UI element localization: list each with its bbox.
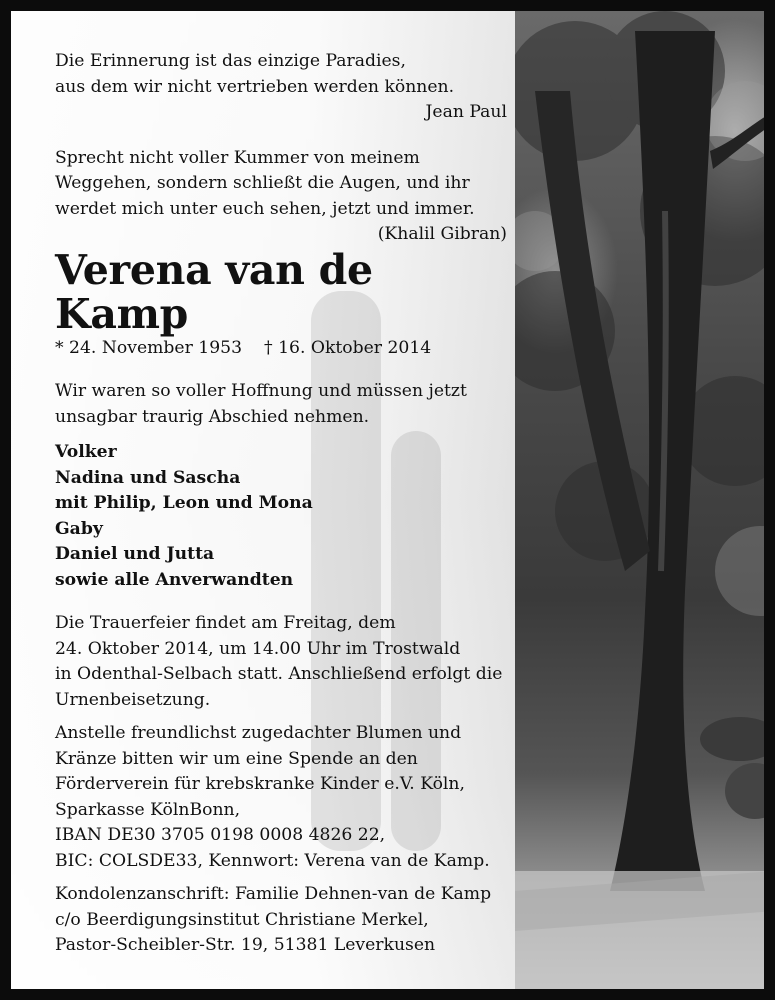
quote-line: Weggehen, sondern schließt die Augen, und ihr <box>55 173 470 193</box>
donation-line: Sparkasse KölnBonn, <box>55 799 241 820</box>
family-member: Gaby <box>55 518 103 539</box>
ceremony-line: Die Trauerfeier findet am Freitag, dem <box>55 613 396 633</box>
condolence-line: c/o Beerdigungsinstitut Christiane Merkel, <box>55 909 429 930</box>
family-member: Daniel und Jutta <box>55 544 215 564</box>
obituary-text <box>55 49 507 959</box>
donation-line: Anstelle freundlichst zugedachter Blumen und <box>55 723 462 743</box>
quote-jean-paul <box>55 49 507 126</box>
birth-date: * 24. November 1953 <box>55 337 243 358</box>
deceased-name: Verena van de Kamp <box>55 245 373 338</box>
quote-author: Jean Paul <box>425 102 507 122</box>
quote-khalil-gibran <box>55 146 507 248</box>
tree-illustration <box>515 11 775 989</box>
message-line: unsagbar traurig Abschied nehmen. <box>55 406 370 427</box>
ceremony-info <box>55 611 507 713</box>
death-date: † 16. Oktober 2014 <box>264 337 432 358</box>
quote-line: Die Erinnerung ist das einzige Paradies, <box>55 51 406 71</box>
message <box>55 379 507 430</box>
message-line: Wir waren so voller Hoffnung und müssen jetzt <box>55 381 467 401</box>
donation-line: IBAN DE30 3705 0198 0008 4826 22, <box>55 825 386 845</box>
donation-line: Förderverein für krebskranke Kinder e.V. Köln, <box>55 774 465 794</box>
family-list <box>55 440 507 593</box>
quote-line: aus dem wir nicht vertrieben werden können. <box>55 76 455 97</box>
family-member: Nadina und Sascha <box>55 467 241 488</box>
tree-photo <box>515 11 775 989</box>
condolence-line: Pastor-Scheibler-Str. 19, 51381 Leverkusen <box>55 935 436 955</box>
family-member: mit Philip, Leon und Mona <box>55 493 313 513</box>
donation-line: Kränze bitten wir um eine Spende an den <box>55 748 418 769</box>
life-dates <box>55 336 507 362</box>
ceremony-line: in Odenthal-Selbach statt. Anschließend erfolgt die <box>55 664 503 684</box>
ceremony-line: Urnenbeisetzung. <box>55 689 211 710</box>
ceremony-line: 24. Oktober 2014, um 14.00 Uhr im Trostwald <box>55 638 461 659</box>
donation-line: BIC: COLSDE33, Kennwort: Verena van de Kamp. <box>55 850 490 871</box>
quote-line: Sprecht nicht voller Kummer von meinem <box>55 147 420 168</box>
donation-info <box>55 721 507 874</box>
quote-author: (Khalil Gibran) <box>377 224 507 244</box>
quote-line: werdet mich unter euch sehen, jetzt und immer. <box>55 198 475 219</box>
family-member: sowie alle Anverwandten <box>55 569 294 590</box>
condolence-line: Kondolenzanschrift: Familie Dehnen-van de Kamp <box>55 884 492 904</box>
condolence-address <box>55 882 507 959</box>
family-member: Volker <box>55 442 117 462</box>
